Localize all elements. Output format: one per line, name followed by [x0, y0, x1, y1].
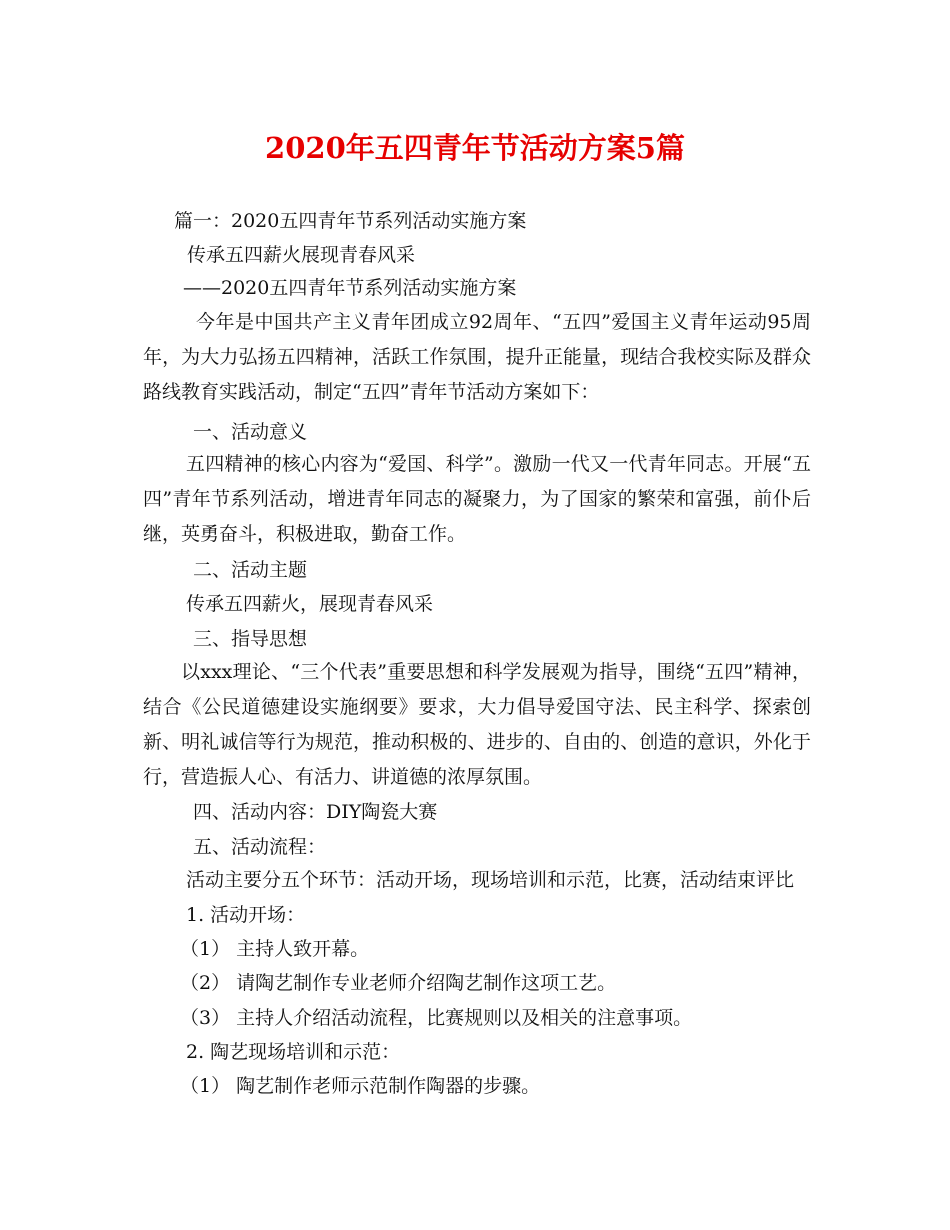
heading-activity-content: 四、活动内容：DIY陶瓷大赛 — [193, 801, 438, 823]
subtitle-line: 传承五四薪火展现青春风采 — [187, 244, 416, 266]
step-1-item-3: （3） 主持人介绍活动流程，比赛规则以及相关的注意事项。 — [180, 1007, 693, 1029]
heading-activity-process: 五、活动流程： — [193, 836, 327, 858]
step-1-item-1: （1） 主持人致开幕。 — [180, 938, 370, 960]
heading-activity-theme: 二、活动主题 — [193, 559, 308, 581]
step-1-opening: 1. 活动开场： — [186, 904, 306, 926]
step-2-training: 2. 陶艺现场培训和示范： — [186, 1041, 401, 1063]
intro-paragraph: 今年是中国共产主义青年团成立92周年、“五四”爱国主义青年运动95周年，为大力弘扬五四精神，活跃工作氛围，提升正能量，现结合我校实际及群众路线教育实践活动，制定“五四”青年节活动方案如下： — [143, 311, 811, 403]
heading-activity-meaning: 一、活动意义 — [193, 421, 308, 443]
paragraph-guiding-thought: 以xxx理论、“三个代表”重要思想和科学发展观为指导，围绕“五四”精神，结合《公民道德建设实施纲要》要求，大力倡导爱国守法、民主科学、探索创新、明礼诚信等行为规范，推动积极的、进步的、自由的、创造的意识，外化于行，营造振人心、有活力、讲道德的浓厚氛围。 — [143, 661, 811, 788]
document-title: 2020年五四青年节活动方案5篇 — [265, 131, 685, 165]
heading-guiding-thought: 三、指导思想 — [193, 628, 308, 650]
paragraph-activity-process: 活动主要分五个环节：活动开场，现场培训和示范，比赛，活动结束评比 — [186, 869, 795, 891]
step-1-item-2: （2） 请陶艺制作专业老师介绍陶艺制作这项工艺。 — [180, 972, 617, 994]
paragraph-activity-meaning: 五四精神的核心内容为“爱国、科学”。激励一代又一代青年同志。开展“五四”青年节系列活动，增进青年同志的凝聚力，为了国家的繁荣和富强，前仆后继，英勇奋斗，积极进取，勤奋工作。 — [143, 453, 811, 545]
section-heading-part-one: 篇一：2020五四青年节系列活动实施方案 — [174, 210, 527, 232]
subtitle-dash-line: ——2020五四青年节系列活动实施方案 — [183, 277, 517, 299]
step-2-item-1: （1） 陶艺制作老师示范制作陶器的步骤。 — [180, 1075, 541, 1097]
paragraph-activity-theme: 传承五四薪火，展现青春风采 — [186, 593, 434, 615]
